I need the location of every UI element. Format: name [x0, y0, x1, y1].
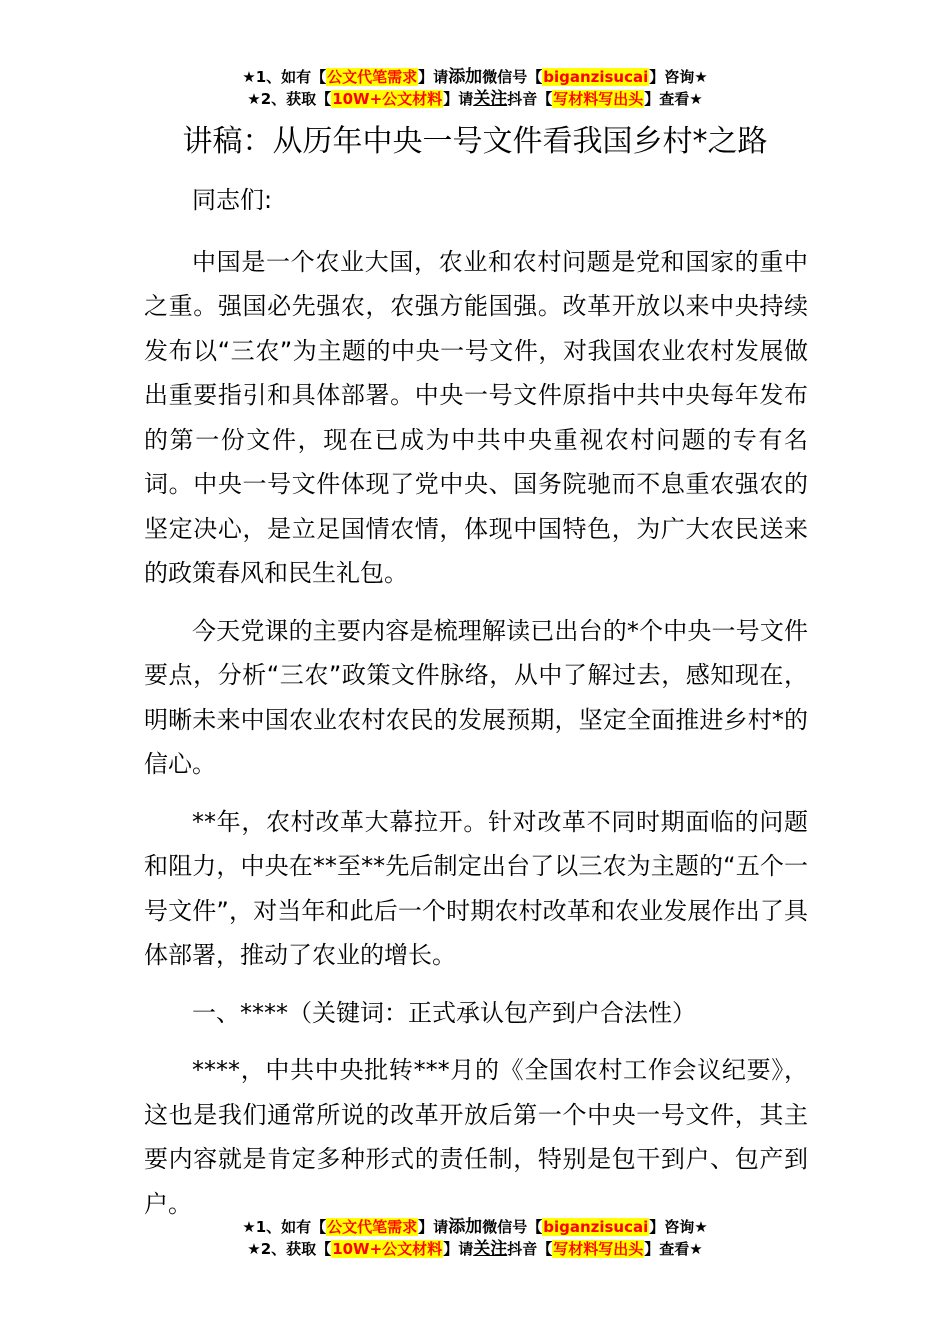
highlight-materials: 10W+公文材料 — [332, 90, 443, 108]
highlight-service: 公文代笔需求 — [327, 68, 418, 86]
promo-line-1: ★1、如有【公文代笔需求】请添加微信号【biganzisucai】咨询★ — [242, 67, 708, 87]
paragraph: 今天党课的主要内容是梳理解读已出台的*个中央一号文件要点，分析“三农”政策文件脉络，从中了解过去，感知现在，明晰未来中国农业农村农民的发展预期，坚定全面推进乡村*的信心。 — [144, 616, 808, 778]
document-body — [144, 178, 808, 1239]
paragraph: ****，中共中央批转***月的《全国农村工作会议纪要》，这也是我们通常所说的改革开放后第一个中央一号文件，其主要内容就是肯定多种形式的责任制，特别是包干到户、包产到户。 — [144, 1056, 808, 1218]
highlight-service: 公文代笔需求 — [327, 1218, 418, 1236]
paragraph: **年，农村改革大幕拉开。针对改革不同时期面临的问题和阻力，中央在**至**先后制定出台了以三农为主题的“五个一号文件”，对当年和此后一个时期农村改革和农业发展作出了具体部署，推动了农业的增长。 — [144, 807, 808, 969]
highlight-douyin: 写材料写出头 — [553, 90, 644, 108]
promo-header — [0, 66, 950, 110]
promo-line-2: ★2、获取【10W+公文材料】请关注抖音【写材料写出头】查看★ — [247, 1239, 703, 1259]
promo-line-2: ★2、获取【10W+公文材料】请关注抖音【写材料写出头】查看★ — [247, 89, 703, 109]
section-heading: 一、****（关键词：正式承认包产到户合法性） — [192, 998, 696, 1027]
document-title: 讲稿：从历年中央一号文件看我国乡村*之路 — [182, 124, 768, 159]
highlight-materials: 10W+公文材料 — [332, 1240, 443, 1258]
salutation: 同志们: — [192, 186, 273, 214]
highlight-wechat-id: biganzisucai — [543, 68, 649, 86]
highlight-douyin: 写材料写出头 — [553, 1240, 644, 1258]
highlight-wechat-id: biganzisucai — [543, 1218, 649, 1236]
paragraph: 中国是一个农业大国，农业和农村问题是党和国家的重中之重。强国必先强农，农强方能国强。改革开放以来中央持续发布以“三农”为主题的中央一号文件，对我国农业农村发展做出重要指引和具体部署。中央一号文件原指中共中央每年发布的第一份文件，现在已成为中共中央重视农村问题的专有名词。中央一号文件体现了党中央、国务院驰而不息重农强农的坚定决心，是立足国情农情，体现中国特色，为广大农民送来的政策春风和民生礼包。 — [144, 247, 808, 587]
promo-footer — [0, 1216, 950, 1260]
promo-line-1: ★1、如有【公文代笔需求】请添加微信号【biganzisucai】咨询★ — [242, 1217, 708, 1237]
